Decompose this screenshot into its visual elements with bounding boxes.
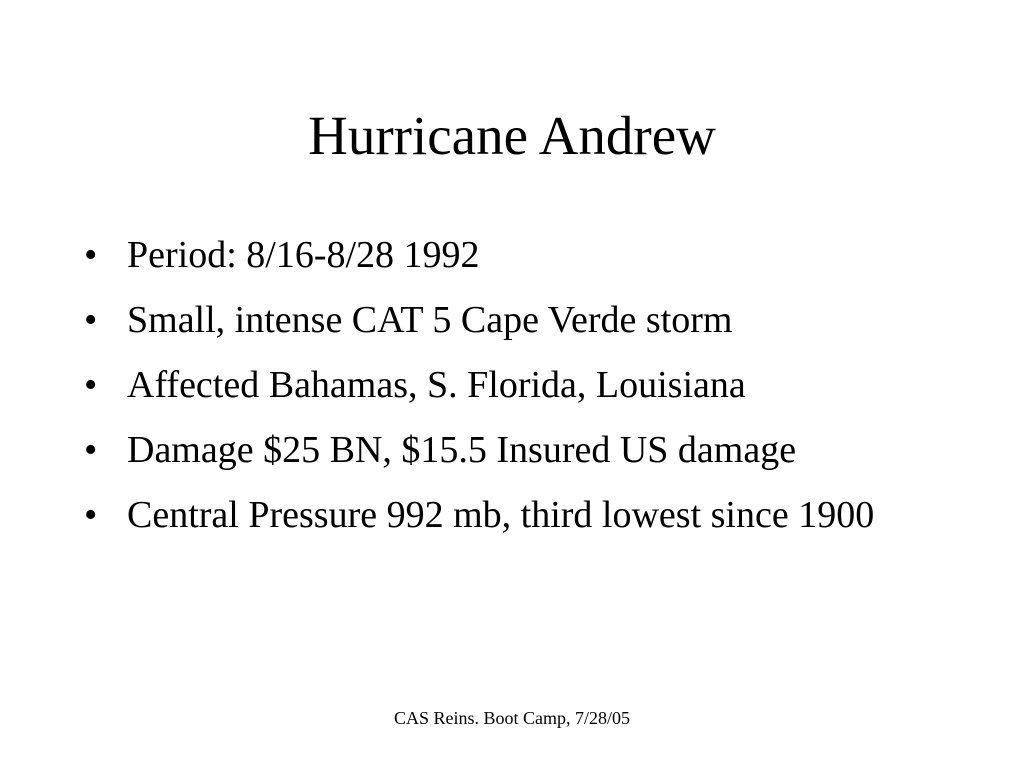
bullet-list [84, 228, 964, 542]
bullet-item-central-pressure [84, 488, 964, 542]
bullet-text: Damage $25 BN, $15.5 Insured US damage [127, 429, 797, 471]
bullet-text: Small, intense CAT 5 Cape Verde storm [127, 299, 733, 341]
bullet-dot-icon: • [84, 299, 98, 341]
bullet-item-affected-areas [84, 358, 964, 412]
bullet-dot-icon: • [84, 429, 98, 471]
bullet-text: Central Pressure 992 mb, third lowest since 1900 [127, 494, 875, 536]
bullet-dot-icon: • [84, 494, 98, 536]
bullet-text: Affected Bahamas, S. Florida, Louisiana [127, 364, 746, 406]
bullet-item-period [84, 228, 964, 282]
slide-title: Hurricane Andrew [308, 105, 716, 166]
bullet-dot-icon: • [84, 364, 98, 406]
bullet-item-storm-type [84, 293, 964, 347]
bullet-item-damage [84, 423, 964, 477]
slide-footer: CAS Reins. Boot Camp, 7/28/05 [393, 708, 631, 728]
bullet-text: Period: 8/16-8/28 1992 [127, 234, 480, 276]
bullet-dot-icon: • [84, 234, 98, 276]
